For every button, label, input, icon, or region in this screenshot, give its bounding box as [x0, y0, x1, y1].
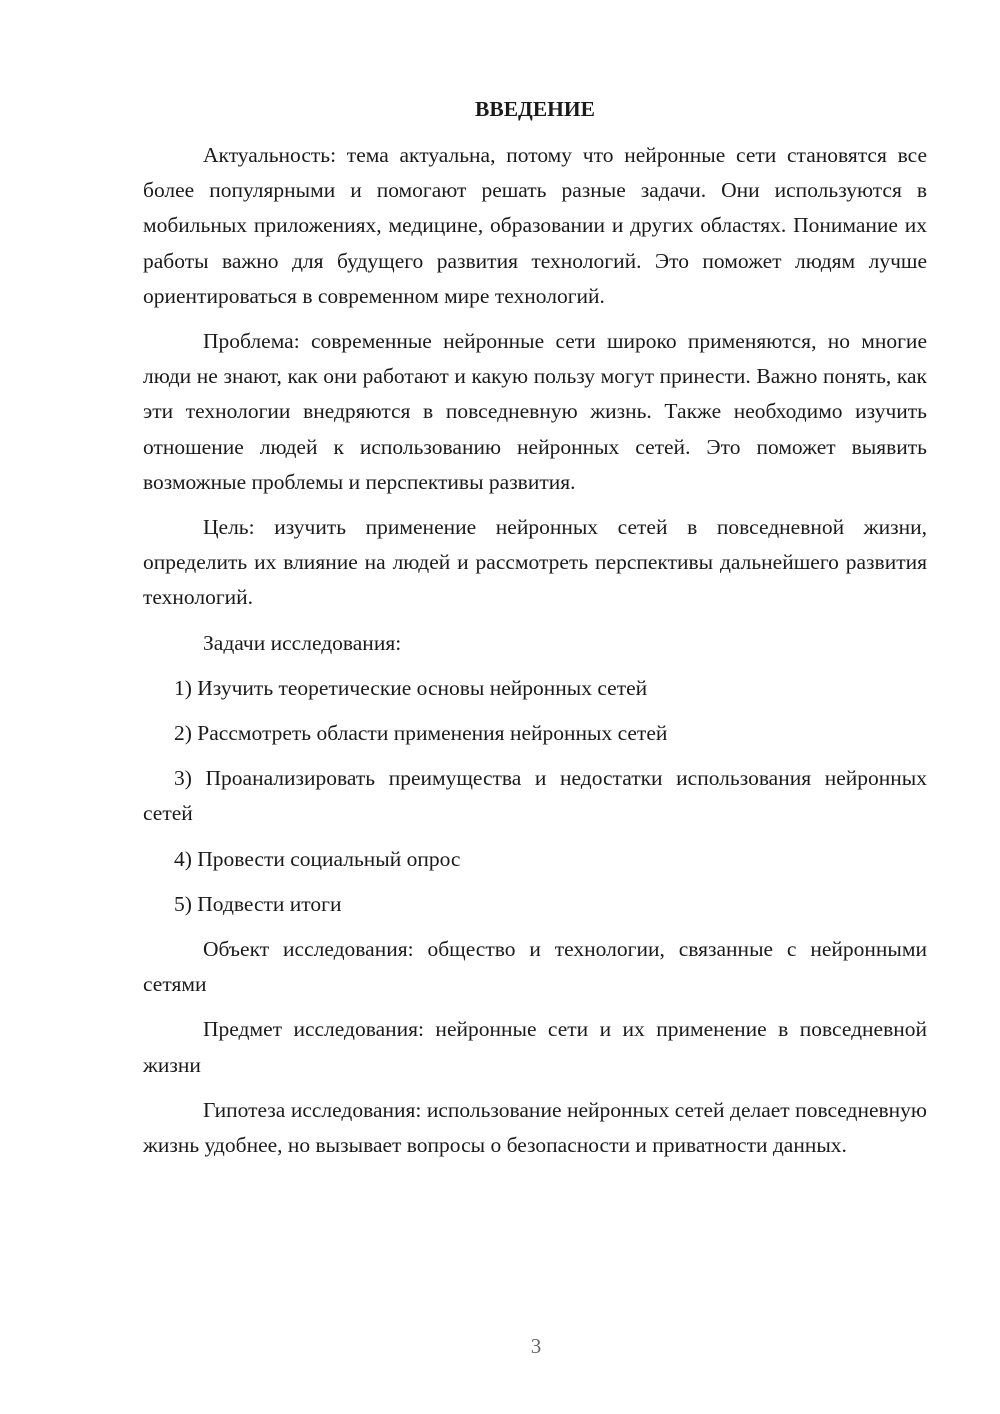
- list-item: 1) Изучить теоретические основы нейронных сетей: [174, 675, 648, 700]
- paragraph-problem: Проблема: современные нейронные сети широко применяются, но многие люди не знают, как они работают и какую пользу могут принести. Важно понять, как эти технологии внедряются в повседневную жизнь. Также необходимо изучить отношение людей к использованию нейронных сетей. Это поможет выявить возможные проблемы и перспективы развития.: [143, 329, 927, 494]
- tasks-list: [143, 671, 927, 922]
- paragraph-goal: Цель: изучить применение нейронных сетей в повседневной жизни, определить их влияние на людей и рассмотреть перспективы дальнейшего развития технологий.: [143, 515, 927, 610]
- paragraph-object: Объект исследования: общество и технологии, связанные с нейронными сетями: [143, 937, 927, 997]
- section-heading: ВВЕДЕНИЕ: [475, 97, 595, 121]
- page-content: [143, 92, 927, 1173]
- list-item: 5) Подвести итоги: [174, 891, 342, 916]
- list-item: 3) Проанализировать преимущества и недостатки использования нейронных сетей: [143, 766, 927, 826]
- paragraph-subject: Предмет исследования: нейронные сети и их применение в повседневной жизни: [143, 1017, 927, 1077]
- list-item: 4) Провести социальный опрос: [174, 846, 461, 871]
- paragraph-hypothesis: Гипотеза исследования: использование нейронных сетей делает повседневную жизнь удобнее, но вызывает вопросы о безопасности и приватности данных.: [143, 1097, 927, 1158]
- paragraph-tasks-intro: Задачи исследования:: [203, 630, 402, 655]
- list-item: 2) Рассмотреть области применения нейронных сетей: [174, 721, 668, 746]
- page-number: 3: [530, 1334, 542, 1358]
- paragraph-relevance: Актуальность: тема актуальна, потому что нейронные сети становятся все более популярными и помогают решать разные задачи. Они используются в мобильных приложениях, медицине, образовании и других областях. Понимание их работы важно для будущего развития технологий. Это поможет людям лучше ориентироваться в современном мире технологий.: [143, 143, 927, 308]
